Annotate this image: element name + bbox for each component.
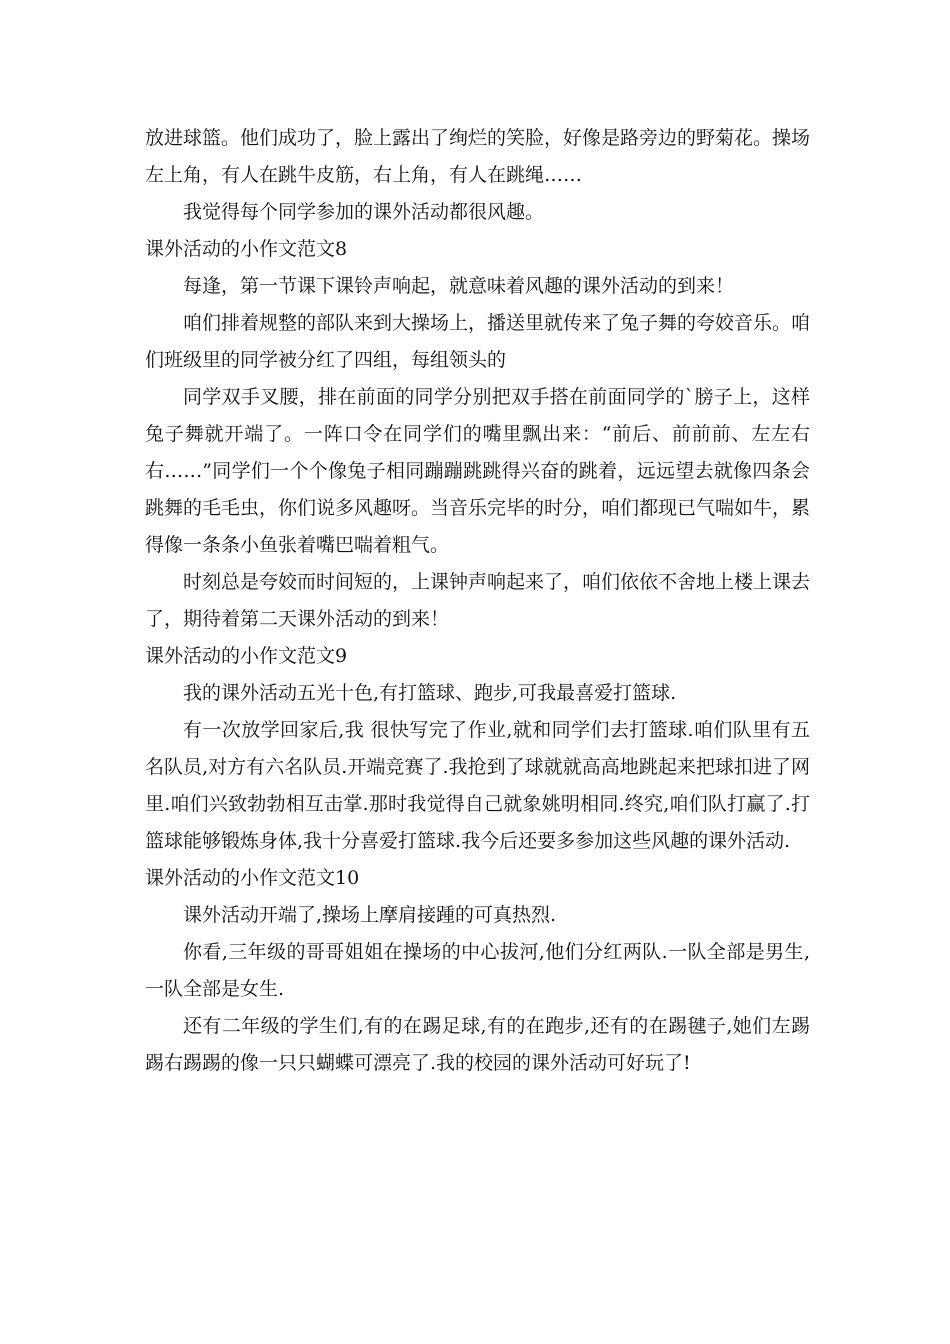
paragraph: 咱们排着规整的部队来到大操场上，播送里就传来了兔子舞的夸姣音乐。咱们班级里的同学被分红了四组，每组领头的 [145,312,811,371]
paragraph: 放进球篮。他们成功了，脸上露出了绚烂的笑脸，好像是路旁边的野菊花。操场左上角，有人在跳牛皮筋，右上角，有人在跳绳…… [145,127,811,186]
paragraph: 还有二年级的学生们,有的在踢足球,有的在跑步,还有的在踢毽子,她们左踢踢右踢踢的像一只只蝴蝶可漂亮了.我的校园的课外活动可好玩了! [145,1015,810,1074]
paragraph: 有一次放学回家后,我 很快写完了作业,就和同学们去打篮球.咱们队里有五名队员,对方有六名队员.开端竞赛了.我抢到了球就就高高地跳起来把球扣进了网里.咱们兴致勃勃相互击掌.那时我觉得自己就象姚明相同.终究,咱们队打赢了.打篮球能够锻炼身体,我十分喜爱打篮球.我今后还要多参加这些风趣的课外活动. [145,719,810,852]
paragraph: 课外活动开端了,操场上摩肩接踵的可真热烈. [183,904,557,926]
section-heading: 课外活动的小作文范文8 [145,238,348,260]
section-heading: 课外活动的小作文范文9 [145,645,348,667]
paragraph: 同学双手叉腰，排在前面的同学分别把双手搭在前面同学的`膀子上，这样兔子舞就开端了。一阵口令在同学们的嘴里飘出来：“前后、前前前、左左右右……”同学们一个个像兔子相同蹦蹦跳跳得兴奋的跳着，远远望去就像四条会跳舞的毛毛虫，你们说多风趣呀。当音乐完毕的时分，咱们都现已气喘如牛，累得像一条条小鱼张着嘴巴喘着粗气。 [145,386,811,556]
paragraph: 每逢，第一节课下课铃声响起，就意味着风趣的课外活动的到来！ [183,275,735,297]
paragraph: 我的课外活动五光十色,有打篮球、跑步,可我最喜爱打篮球. [183,682,677,704]
paragraph: 你看,三年级的哥哥姐姐在操场的中心拔河,他们分红两队.一队全部是男生,一队全部是女生. [145,941,810,1000]
section-heading: 课外活动的小作文范文10 [145,867,360,889]
document-body [145,120,810,1082]
paragraph: 我觉得每个同学参加的课外活动都很风趣。 [183,201,545,223]
paragraph: 时刻总是夸姣而时间短的，上课钟声响起来了，咱们依依不舍地上楼上课去了，期待着第二天课外活动的到来！ [145,571,811,630]
